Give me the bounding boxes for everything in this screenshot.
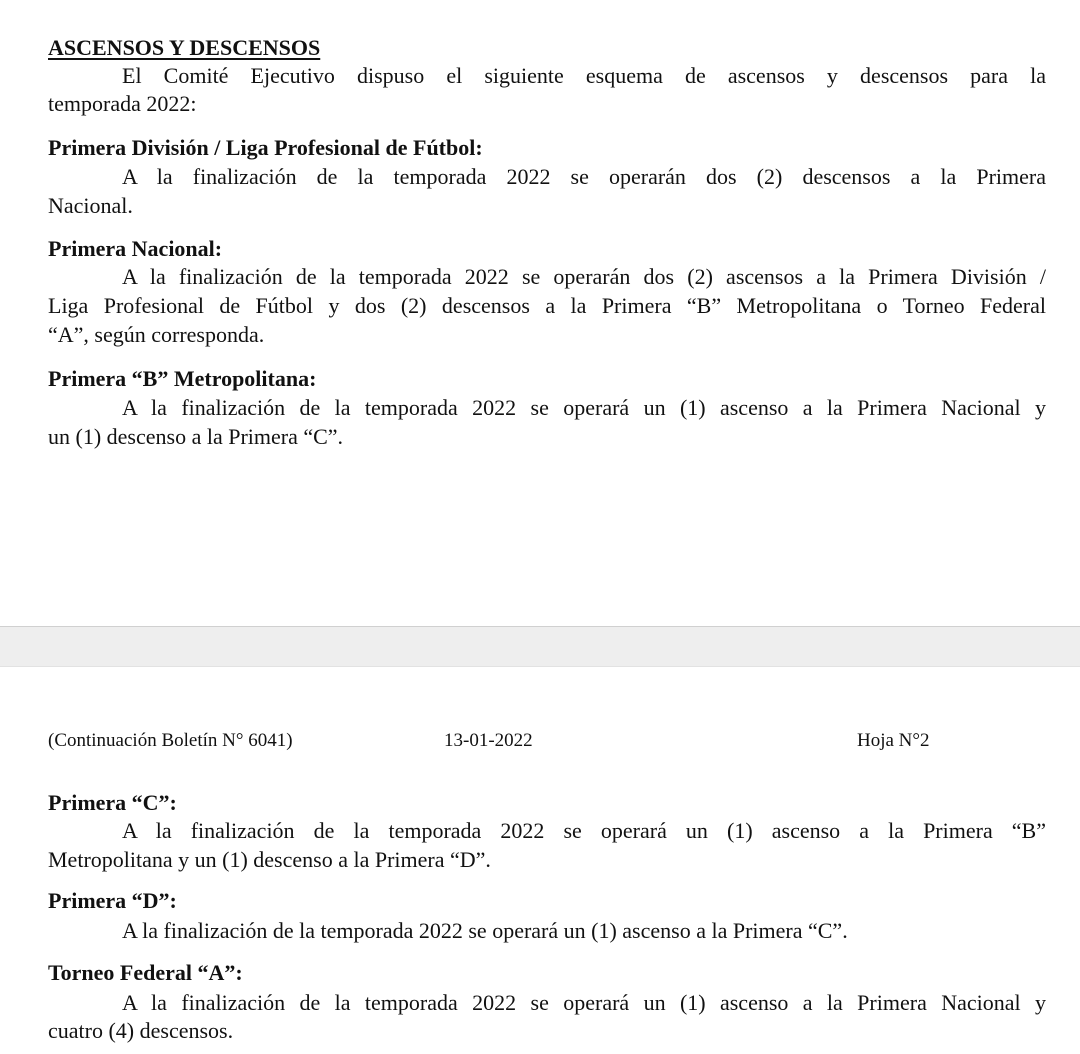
intro-line-1: El Comité Ejecutivo dispuso el siguiente esquema de ascensos y descensos para la [122, 63, 1046, 88]
section-text-line: Metropolitana y un (1) descenso a la Primera “D”. [48, 847, 491, 872]
section-text-line: A la finalización de la temporada 2022 se operará un (1) ascenso a la Primera “B” [122, 818, 1046, 843]
section-text-line: “A”, según corresponda. [48, 322, 265, 347]
section-heading-primera-division: Primera División / Liga Profesional de Fútbol: [48, 135, 483, 160]
section-text-line: A la finalización de la temporada 2022 se operará un (1) ascenso a la Primera “C”. [122, 918, 848, 943]
page-separator [0, 626, 1080, 667]
sheet-number: Hoja N°2 [857, 730, 930, 751]
page-title: ASCENSOS Y DESCENSOS [48, 35, 321, 60]
section-text-line: Liga Profesional de Fútbol y dos (2) descensos a la Primera “B” Metropolitana o Torneo Federal [48, 293, 1046, 318]
section-heading-primera-b-metropolitana: Primera “B” Metropolitana: [48, 366, 317, 391]
section-heading-torneo-federal-a: Torneo Federal “A”: [48, 960, 243, 985]
section-heading-primera-nacional: Primera Nacional: [48, 236, 223, 261]
section-text-line: A la finalización de la temporada 2022 se operarán dos (2) ascensos a la Primera División / [122, 264, 1046, 289]
section-heading-primera-c: Primera “C”: [48, 790, 177, 815]
section-text-line: cuatro (4) descensos. [48, 1018, 234, 1043]
section-text-line: A la finalización de la temporada 2022 se operará un (1) ascenso a la Primera Nacional y [122, 990, 1046, 1015]
bulletin-number: (Continuación Boletín N° 6041) [48, 730, 293, 751]
section-text-line: A la finalización de la temporada 2022 se operarán dos (2) descensos a la Primera [122, 164, 1046, 189]
section-text-line: Nacional. [48, 193, 133, 218]
section-text-line: un (1) descenso a la Primera “C”. [48, 424, 344, 449]
document-page-2 [0, 667, 1080, 1054]
intro-line-2: temporada 2022: [48, 91, 197, 116]
section-text-line: A la finalización de la temporada 2022 se operará un (1) ascenso a la Primera Nacional y [122, 395, 1046, 420]
bulletin-date: 13-01-2022 [444, 730, 533, 751]
section-heading-primera-d: Primera “D”: [48, 888, 177, 913]
